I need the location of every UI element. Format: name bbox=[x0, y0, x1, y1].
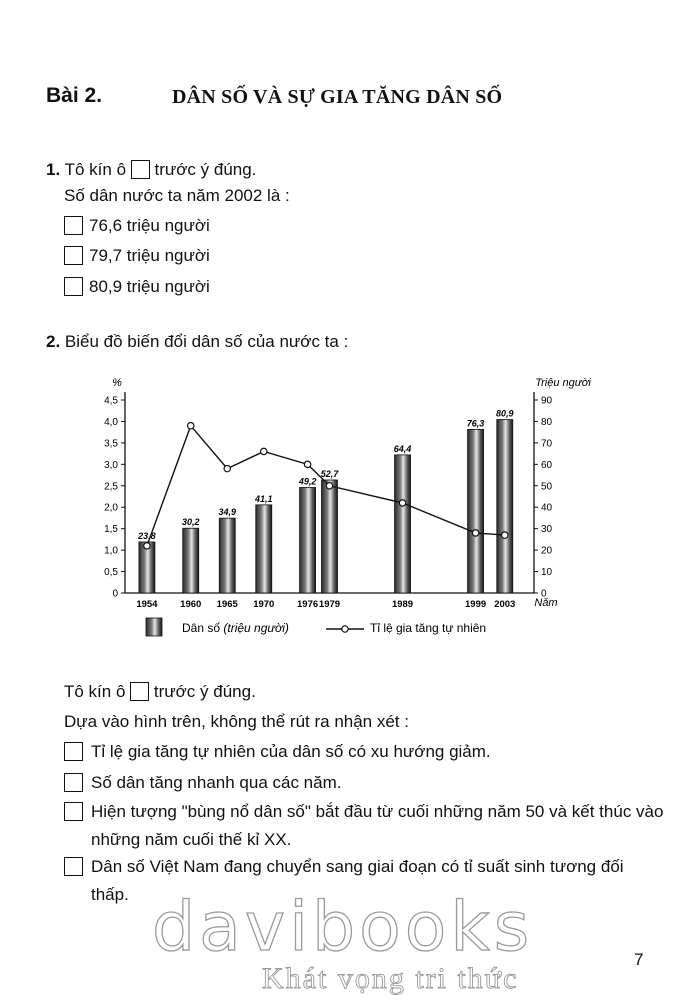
population-value-label: 76,3 bbox=[466, 418, 485, 429]
growth-rate-point bbox=[472, 530, 478, 536]
x-axis-tick-label: 1989 bbox=[391, 599, 414, 610]
q2-option-1[interactable] bbox=[64, 738, 664, 766]
left-axis-tick-label: 4,0 bbox=[104, 416, 118, 428]
q1-instruction bbox=[46, 160, 256, 180]
population-bar bbox=[468, 429, 484, 593]
right-axis-tick-label: 90 bbox=[541, 395, 553, 407]
x-axis-tick-label: 2003 bbox=[494, 599, 516, 610]
growth-rate-point bbox=[304, 461, 310, 467]
right-axis-tick-label: 20 bbox=[541, 545, 553, 557]
population-bar bbox=[219, 518, 235, 593]
population-value-label: 80,9 bbox=[496, 408, 514, 419]
legend-line-marker bbox=[342, 626, 348, 632]
x-axis-tick-label: 1970 bbox=[253, 599, 275, 610]
population-bar bbox=[322, 480, 338, 593]
population-value-label: 23,8 bbox=[138, 530, 156, 541]
q1-instruction-a: Tô kín ô bbox=[64, 160, 127, 179]
right-axis-tick-label: 30 bbox=[541, 524, 553, 536]
population-bar bbox=[256, 505, 272, 593]
growth-rate-point bbox=[399, 500, 405, 506]
q2-option-1-checkbox[interactable] bbox=[64, 742, 83, 761]
legend-bar-text bbox=[182, 621, 289, 635]
q1-option-3[interactable] bbox=[64, 277, 210, 297]
right-axis-tick-label: 70 bbox=[541, 438, 553, 450]
left-axis-tick-label: 0,5 bbox=[104, 567, 118, 579]
watermark-slogan: Khát vọng tri thức bbox=[262, 962, 519, 995]
q1-option-1[interactable] bbox=[64, 216, 210, 236]
q2-option-4-label: Dân số Việt Nam đang chuyển sang giai đoạn có tỉ suất sinh tương đối thấp. bbox=[91, 857, 624, 904]
q2-instruction-b: trước ý đúng. bbox=[153, 682, 256, 701]
right-axis-tick-label: 60 bbox=[541, 459, 553, 471]
legend-bar-unit: (triệu người) bbox=[223, 621, 289, 635]
q1-option-3-checkbox[interactable] bbox=[64, 277, 83, 296]
q1-option-2-checkbox[interactable] bbox=[64, 246, 83, 265]
q2-option-2-label: Số dân tăng nhanh qua các năm. bbox=[91, 773, 342, 792]
x-axis-tick-label: 1960 bbox=[180, 599, 202, 610]
right-axis-tick-label: 80 bbox=[541, 416, 553, 428]
x-axis-tick-label: 1979 bbox=[318, 599, 341, 610]
population-value-label: 34,9 bbox=[218, 507, 237, 518]
legend-line-label: Tỉ lệ gia tăng tự nhiên bbox=[370, 621, 487, 635]
growth-rate-point bbox=[188, 423, 194, 429]
left-axis-tick-label: 4,5 bbox=[104, 395, 118, 407]
left-axis-tick-label: 2,0 bbox=[104, 502, 118, 514]
legend-bar-swatch bbox=[146, 618, 162, 636]
population-value-label: 30,2 bbox=[181, 517, 200, 528]
left-axis-tick-label: 1,0 bbox=[104, 545, 118, 557]
population-bar bbox=[497, 420, 513, 593]
x-axis-tick-label: 1976 bbox=[297, 599, 319, 610]
q2-option-3-label: Hiện tượng "bùng nổ dân số" bắt đầu từ cuối những năm 50 và kết thúc vào những năm cuối thế kỉ XX. bbox=[91, 802, 664, 849]
q1-option-2-label: 79,7 triệu người bbox=[89, 246, 210, 265]
q1-option-2[interactable] bbox=[64, 246, 210, 266]
population-bar bbox=[183, 528, 199, 593]
lesson-title: DÂN SỐ VÀ SỰ GIA TĂNG DÂN SỐ bbox=[172, 86, 503, 108]
left-axis-label: % bbox=[112, 377, 122, 389]
x-axis-tick-label: 1965 bbox=[216, 599, 238, 610]
left-axis-tick-label: 3,5 bbox=[104, 438, 118, 450]
population-bar bbox=[395, 455, 411, 593]
right-axis-tick-label: 10 bbox=[541, 567, 553, 579]
q2-option-1-label: Tỉ lệ gia tăng tự nhiên của dân số có xu hướng giảm. bbox=[91, 742, 491, 761]
right-axis-label: Triệu người bbox=[535, 377, 591, 389]
left-axis-tick-label: 3,0 bbox=[104, 459, 118, 471]
population-value-label: 41,1 bbox=[255, 493, 273, 504]
q1-option-1-label: 76,6 triệu người bbox=[89, 216, 210, 235]
growth-rate-point bbox=[326, 483, 332, 489]
right-axis-tick-label: 40 bbox=[541, 502, 553, 514]
q2-number: 2. bbox=[46, 332, 61, 351]
q2-prompt: Dựa vào hình trên, không thể rút ra nhận xét : bbox=[64, 712, 409, 731]
growth-rate-point bbox=[502, 532, 508, 538]
population-chart bbox=[0, 365, 700, 650]
x-axis-label: Năm bbox=[534, 597, 558, 609]
left-axis-tick-label: 0 bbox=[112, 588, 118, 600]
x-axis-tick-label: 1954 bbox=[136, 599, 158, 610]
q2-heading-text: Biểu đồ biến đổi dân số của nước ta : bbox=[64, 332, 349, 351]
growth-rate-point bbox=[261, 448, 267, 454]
watermark-brand: davibooks bbox=[152, 888, 534, 967]
growth-rate-point bbox=[144, 543, 150, 549]
left-axis-tick-label: 1,5 bbox=[104, 524, 118, 536]
left-axis-tick-label: 2,5 bbox=[104, 481, 118, 493]
q1-instruction-b: trước ý đúng. bbox=[154, 160, 257, 179]
population-value-label: 52,7 bbox=[320, 468, 339, 479]
lesson-number: Bài 2. bbox=[46, 84, 103, 107]
sample-checkbox bbox=[130, 682, 149, 701]
x-axis-tick-label: 1999 bbox=[465, 599, 487, 610]
legend-bar-label: Dân số bbox=[182, 621, 221, 635]
right-axis-tick-label: 50 bbox=[541, 481, 553, 493]
growth-rate-point bbox=[224, 465, 230, 471]
q2-instruction bbox=[64, 682, 256, 702]
population-value-label: 64,4 bbox=[393, 443, 412, 454]
q2-heading bbox=[46, 332, 348, 352]
q2-option-3[interactable] bbox=[64, 798, 664, 854]
q2-option-3-checkbox[interactable] bbox=[64, 802, 83, 821]
q1-option-1-checkbox[interactable] bbox=[64, 216, 83, 235]
q2-instruction-a: Tô kín ô bbox=[64, 682, 126, 701]
q2-option-2-checkbox[interactable] bbox=[64, 773, 83, 792]
q1-number: 1. bbox=[46, 160, 61, 179]
q2-option-2[interactable] bbox=[64, 769, 664, 797]
q1-question: Số dân nước ta năm 2002 là : bbox=[64, 186, 290, 205]
q1-option-3-label: 80,9 triệu người bbox=[89, 277, 210, 296]
right-axis-tick-label: 0 bbox=[541, 588, 547, 600]
sample-checkbox bbox=[131, 160, 150, 179]
page-number: 7 bbox=[634, 950, 644, 969]
population-value-label: 49,2 bbox=[298, 476, 317, 487]
population-bar bbox=[300, 487, 316, 593]
q2-option-4-checkbox[interactable] bbox=[64, 857, 83, 876]
